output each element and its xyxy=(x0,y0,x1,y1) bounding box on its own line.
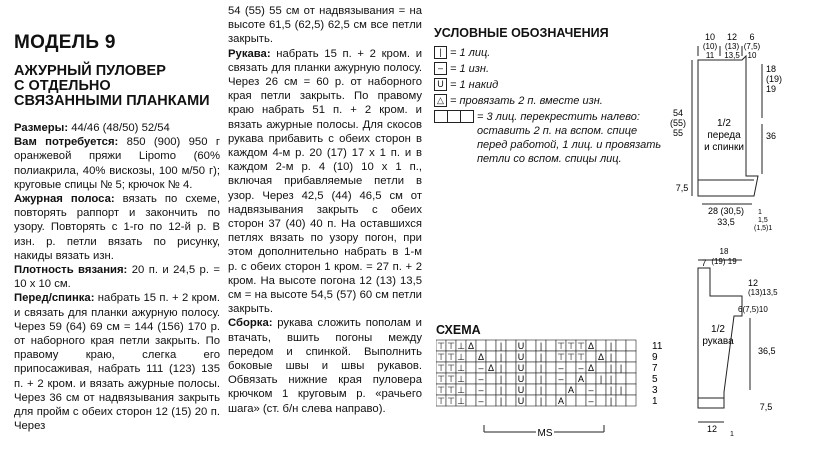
chart-symbol: Δ xyxy=(587,341,595,351)
dim: 33,5 xyxy=(717,217,735,227)
chart-symbol: U xyxy=(517,385,525,395)
chart-symbol: – xyxy=(478,396,484,406)
chart-symbol: U xyxy=(517,363,525,373)
chart-symbol: ⊥ xyxy=(457,385,465,395)
diagram-label: и спинки xyxy=(704,142,744,153)
chart-symbol: | xyxy=(599,374,603,384)
lace-label: Ажурная полоса: xyxy=(14,193,115,206)
chart-cell xyxy=(506,384,516,395)
chart-cell xyxy=(526,351,536,362)
chart-symbol: | xyxy=(539,341,543,351)
chart-symbol: ⊤ xyxy=(577,341,585,351)
instructions-part-1 xyxy=(14,121,220,433)
chart-cell xyxy=(616,340,626,351)
sizes-paragraph xyxy=(14,121,220,135)
legend-item-cross xyxy=(434,110,666,166)
chart-cell xyxy=(546,384,556,395)
subtitle-line: АЖУРНЫЙ ПУЛОВЕР xyxy=(14,63,166,79)
chart-symbol: – xyxy=(478,363,484,373)
chart-symbol: ⊤ xyxy=(447,385,455,395)
chart-symbol: U xyxy=(517,352,525,362)
dim: 12 xyxy=(748,278,759,288)
diagram-label: рукава xyxy=(702,336,734,347)
dim: (19) 19 xyxy=(711,257,737,266)
chart-cell xyxy=(506,395,516,406)
chart-cell xyxy=(576,395,586,406)
body-pattern-diagram xyxy=(662,28,818,238)
chart-row-number: 5 xyxy=(652,374,658,385)
chart-cell xyxy=(596,395,606,406)
dim: 7 xyxy=(701,258,707,268)
chart-cell xyxy=(546,362,556,373)
chart-symbol: | xyxy=(499,341,503,351)
dim: (19) xyxy=(766,74,783,84)
legend-item-purl xyxy=(434,62,666,76)
chart-cell xyxy=(566,395,576,406)
chart-cell xyxy=(546,340,556,351)
dim: (1,5)1 xyxy=(754,225,773,232)
legend-text: = 1 изн. xyxy=(450,63,489,75)
chart-symbol: | xyxy=(499,385,503,395)
chart-cell xyxy=(546,351,556,362)
chart-symbol: ⊤ xyxy=(447,352,455,362)
chart-cell xyxy=(476,340,486,351)
dim: 10 xyxy=(704,32,716,42)
chart-symbol: ⊤ xyxy=(567,352,575,362)
lace-text: вязать по схеме, повторять раппорт и закончить по узору. Повторять с 1-го по 12-й р. В изн. р. петли вязать по рисунку, накиды вязать изн. xyxy=(14,193,220,262)
chart-cell xyxy=(586,373,596,384)
chart-symbol: | xyxy=(499,396,503,406)
assembly-text: рукава сложить пополам и втачать, вшить погоны между передом и спинкой. Выполнить боковые швы и швы рукавов. Обвязать нижние края пуловера крючком 1 круговым р. «рачьего шага» (ст. б/н слева направо). xyxy=(228,317,422,415)
chart-row-number: 1 xyxy=(652,396,658,407)
stitch-chart xyxy=(436,338,676,438)
dim: 6(7,5)10 xyxy=(738,305,768,314)
chart-cell xyxy=(626,362,636,373)
chart-cell xyxy=(566,373,576,384)
chart-cell xyxy=(546,395,556,406)
chart-symbol: ⊤ xyxy=(557,341,565,351)
chart-symbol: ⊥ xyxy=(457,363,465,373)
chart-cell xyxy=(626,384,636,395)
dim: 1 xyxy=(758,209,762,216)
chart-symbol: | xyxy=(609,385,613,395)
dim: 1,5 xyxy=(758,217,768,224)
chart-cell xyxy=(616,395,626,406)
chart-symbol: Δ xyxy=(477,352,485,362)
chart-cell xyxy=(466,351,476,362)
front-back-text-start: набрать 15 п. + 2 кром. и связать для планки ажурную полосу. Через 59 (64) 69 см = 144 (156) 170 р. от наборного края петли закрыть. По правому краю, слегка его припосаживая, набрать 111 (123) 135 п. + 2 кром. и вязать ажурные полосы. Через 36 см от надвязывания закрыть для пройм с обеих сторон 12 (15) 20 п. Через xyxy=(14,292,220,433)
chart-symbol: | xyxy=(539,363,543,373)
chart-cell xyxy=(596,384,606,395)
chart-cell xyxy=(596,340,606,351)
chart-cell xyxy=(486,395,496,406)
density-label: Плотность вязания: xyxy=(14,264,128,277)
k2tog-symbol-icon: △ xyxy=(434,94,447,107)
sleeve-label: Рукава: xyxy=(228,47,271,60)
front-back-paragraph xyxy=(14,291,220,433)
repeat-label: MS xyxy=(537,428,553,438)
dim: 7,5 xyxy=(759,402,773,412)
chart-cell xyxy=(526,362,536,373)
chart-cell xyxy=(626,351,636,362)
chart-cell xyxy=(626,340,636,351)
dim: 54 xyxy=(672,108,684,118)
chart-symbol: ⊤ xyxy=(557,352,565,362)
chart-row-number: 7 xyxy=(652,363,658,374)
chart-symbol: – xyxy=(588,385,594,395)
dim: (7,5) xyxy=(743,42,761,51)
chart-symbol: – xyxy=(478,385,484,395)
column-1 xyxy=(14,0,220,433)
model-title: МОДЕЛЬ 9 xyxy=(14,32,116,53)
density-text: 20 п. и 24,5 р. = 10 х 10 см. xyxy=(14,264,220,291)
legend-list xyxy=(434,46,666,166)
chart-cell xyxy=(506,340,516,351)
chart-symbol: | xyxy=(609,374,613,384)
chart-cell xyxy=(466,362,476,373)
chart-cell xyxy=(526,395,536,406)
chart-symbol: ⊤ xyxy=(447,396,455,406)
dim: (13) xyxy=(748,288,763,297)
sleeve-pattern-diagram xyxy=(662,240,818,445)
chart-cell xyxy=(486,384,496,395)
chart-cell xyxy=(546,373,556,384)
chart-symbol: | xyxy=(539,352,543,362)
dim: 36 xyxy=(766,131,777,141)
chart-symbol: Δ xyxy=(587,363,595,373)
chart-symbol: – xyxy=(558,374,564,384)
chart-symbol: ⊤ xyxy=(567,341,575,351)
dim: 19 xyxy=(766,84,777,94)
chart-cell xyxy=(506,362,516,373)
legend-text: = 1 накид xyxy=(450,79,499,91)
chart-cell xyxy=(596,362,606,373)
chart-symbol: | xyxy=(539,385,543,395)
sleeve-paragraph xyxy=(228,47,422,317)
materials-paragraph xyxy=(14,135,220,192)
chart-symbol: ⊥ xyxy=(457,374,465,384)
legend-item-yarnover xyxy=(434,78,666,92)
chart-cell xyxy=(566,362,576,373)
chart-symbol: – xyxy=(558,363,564,373)
chart-symbol: ⊤ xyxy=(437,341,445,351)
subtitle-line: С ОТДЕЛЬНО xyxy=(14,78,111,94)
chart-symbol: ⊤ xyxy=(447,341,455,351)
chart-cell xyxy=(506,373,516,384)
front-back-continued xyxy=(228,4,422,47)
chart-cell xyxy=(526,384,536,395)
chart-symbol: U xyxy=(517,341,525,351)
dim: 1 xyxy=(730,431,734,438)
chart-cell xyxy=(466,384,476,395)
dim: (10) xyxy=(702,42,718,51)
chart-cell xyxy=(466,395,476,406)
yarnover-symbol-icon: U xyxy=(434,78,447,91)
dim: 55 xyxy=(672,128,684,138)
diagram-label: переда xyxy=(707,130,741,141)
front-back-text-end: 54 (55) 55 см от надвязывания = на высоте 61,5 (62,5) 62,5 см все петли закрыть. xyxy=(228,5,422,46)
lace-paragraph xyxy=(14,192,220,263)
chart-cell xyxy=(626,373,636,384)
chart-symbol: – xyxy=(478,374,484,384)
subtitle-line: СВЯЗАННЫМИ ПЛАНКАМИ xyxy=(14,93,210,109)
dim: 13,5 xyxy=(762,288,778,297)
materials-label: Вам потребуется: xyxy=(14,136,119,149)
column-2 xyxy=(228,0,422,416)
sizes-text: 44/46 (48/50) 52/54 xyxy=(68,122,170,134)
legend-item-k2tog xyxy=(434,94,666,108)
chart-symbol: Δ xyxy=(487,363,495,373)
legend-title: УСЛОВНЫЕ ОБОЗНАЧЕНИЯ xyxy=(434,26,609,40)
chart-symbol: ⊤ xyxy=(437,396,445,406)
chart-symbol: | xyxy=(539,374,543,384)
chart-symbol: | xyxy=(499,363,503,373)
dim: 12 xyxy=(726,32,738,42)
knit-symbol-icon: | xyxy=(434,46,447,59)
chart-symbol: Δ xyxy=(467,341,475,351)
chart-symbol: U xyxy=(517,374,525,384)
chart-grid xyxy=(436,340,636,406)
chart-symbol: ⊤ xyxy=(447,363,455,373)
chart-symbol: | xyxy=(619,363,623,373)
chart-cell xyxy=(586,351,596,362)
dim: 18 xyxy=(766,64,777,74)
chart-symbol: ⊤ xyxy=(437,363,445,373)
legend-text: = 1 лиц. xyxy=(450,47,491,59)
dim: 7,5 xyxy=(675,183,689,193)
chart-cell xyxy=(486,373,496,384)
assembly-paragraph xyxy=(228,316,422,415)
instructions-part-2 xyxy=(228,4,422,416)
chart-symbol: | xyxy=(499,352,503,362)
chart-symbol: ⊤ xyxy=(437,352,445,362)
chart-symbol: A xyxy=(577,374,585,384)
chart-symbol: U xyxy=(517,396,525,406)
chart-row-number: 9 xyxy=(652,352,658,363)
chart-symbol: | xyxy=(609,363,613,373)
chart-symbol: – xyxy=(578,363,584,373)
chart-symbol: A xyxy=(567,385,575,395)
chart-symbol: ⊥ xyxy=(457,396,465,406)
chart-cell xyxy=(556,384,566,395)
dim: 6 xyxy=(749,32,755,42)
chart-symbol: ⊤ xyxy=(447,374,455,384)
chart-cell xyxy=(466,373,476,384)
sleeve-text: набрать 15 п. + 2 кром. и связать для планки ажурную полосу. Через 26 см = 60 р. от наборного края петли закрыть. По правому краю набрать 51 п. + 2 кром. и вязать ажурные полосы. Для скосов рукава прибавить с обеих сторон в каждом 4-м р. 20 (17) 17 x 1 п. и в каждом 2-м р. 4 (10) 10 x 1 п., включая прибавляемые петли в узор. Через 42,5 (44) 46,5 см от надвязывания закрыть с обеих сторон 37 (40) 40 п. На оставшихся петлях вязать по узору погон, при этом дополнительно набрать в 1-м р. с обеих сторон 1 кром. = 27 п. + 2 кром. На высоте погона 12 (13) 13,5 см = на высоте 54,5 (57) 60 см петли закрыть. xyxy=(228,47,422,316)
chart-symbol: Δ xyxy=(597,352,605,362)
chart-cell xyxy=(526,340,536,351)
chart-symbol: ⊤ xyxy=(437,374,445,384)
chart-cell xyxy=(506,351,516,362)
chart-symbol: A xyxy=(557,396,565,406)
chart-symbol: ⊥ xyxy=(457,352,465,362)
legend-text: = провязать 2 п. вместе изн. xyxy=(450,95,603,107)
chart-symbol: ⊥ xyxy=(457,341,465,351)
chart-cell xyxy=(526,373,536,384)
diagram-label: 1/2 xyxy=(711,324,725,335)
dim: 13,5 xyxy=(724,51,740,60)
legend-section xyxy=(434,0,666,166)
chart-symbol: ⊤ xyxy=(437,385,445,395)
chart-cell xyxy=(486,351,496,362)
chart-symbol: | xyxy=(609,396,613,406)
purl-symbol-icon: – xyxy=(434,62,447,75)
chart-symbol: | xyxy=(539,396,543,406)
chart-symbol: ⊤ xyxy=(577,352,585,362)
schema-title: СХЕМА xyxy=(436,323,481,337)
chart-cell xyxy=(616,351,626,362)
dim: 28 (30,5) xyxy=(707,206,745,216)
dim: 12 xyxy=(706,424,718,434)
legend-text: = 3 лиц. перекрестить налево: оставить 2 п. на вспом. спице перед работой, 1 лиц. и провязать петли со вспом. спицы лиц. xyxy=(477,111,662,165)
chart-cell xyxy=(486,340,496,351)
chart-symbol: | xyxy=(609,341,613,351)
chart-row-number: 11 xyxy=(652,341,663,352)
legend-item-knit xyxy=(434,46,666,60)
sizes-label: Размеры: xyxy=(14,122,69,134)
chart-symbol: | xyxy=(619,385,623,395)
dim: 11 xyxy=(705,51,715,60)
dim: (13) xyxy=(724,42,740,51)
chart-cell xyxy=(616,373,626,384)
chart-row-number: 3 xyxy=(652,385,658,396)
dim: (55) xyxy=(669,118,687,128)
diagram-label: 1/2 xyxy=(717,118,731,129)
chart-symbol: | xyxy=(609,352,613,362)
chart-symbol: | xyxy=(499,374,503,384)
dim: 36,5 xyxy=(758,346,776,356)
chart-cell xyxy=(626,395,636,406)
dim: 18 xyxy=(719,247,729,256)
density-paragraph xyxy=(14,263,220,291)
materials-text: 850 (900) 950 г оранжевой пряжи Lipomo (60% полиакрила, 40% вискозы, 100 м/50 г); круговые спицы № 5; крючок № 4. xyxy=(14,136,220,191)
chart-symbol: – xyxy=(588,396,594,406)
assembly-label: Сборка: xyxy=(228,317,273,330)
cross-symbol-icon xyxy=(434,110,474,123)
dim: 10 xyxy=(747,51,757,60)
model-subtitle xyxy=(14,64,220,109)
front-back-label: Перед/спинка: xyxy=(14,292,95,305)
chart-cell xyxy=(576,384,586,395)
